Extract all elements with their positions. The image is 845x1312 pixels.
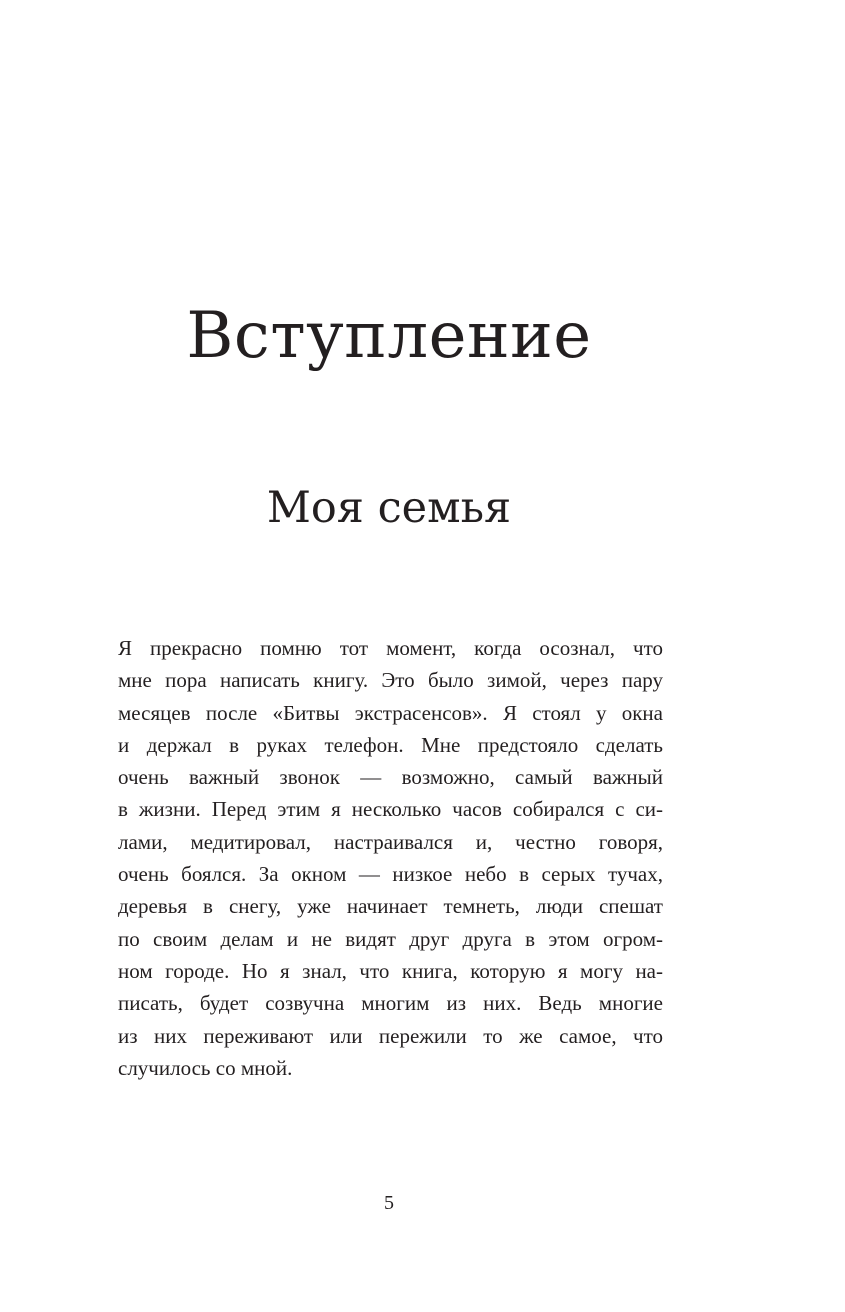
paragraph-line: из них переживают или пережили то же самое, что bbox=[118, 1023, 663, 1048]
paragraph-line: очень боялся. За окном — низкое небо в серых тучах, bbox=[118, 862, 663, 887]
chapter-title: Вступление bbox=[186, 299, 592, 373]
paragraph-line: случилось со мной. bbox=[118, 1055, 293, 1080]
paragraph-line: писать, будет созвучна многим из них. Ведь многие bbox=[118, 991, 663, 1016]
paragraph-line: лами, медитировал, настраивался и, честно говоря, bbox=[118, 829, 663, 854]
paragraph-line: Я прекрасно помню тот момент, когда осознал, что bbox=[118, 636, 663, 660]
paragraph-line: деревья в снегу, уже начинает темнеть, люди спешат bbox=[118, 894, 663, 919]
paragraph-line: по своим делам и не видят друг друга в этом огром- bbox=[118, 926, 663, 951]
page-number: 5 bbox=[384, 1192, 394, 1214]
paragraph-line: очень важный звонок — возможно, самый важный bbox=[118, 765, 663, 790]
section-title: Моя семья bbox=[266, 483, 512, 533]
paragraph-line: месяцев после «Битвы экстрасенсов». Я стоял у окна bbox=[118, 700, 663, 725]
paragraph-line: в жизни. Перед этим я несколько часов собирался с си- bbox=[118, 797, 663, 822]
paragraph-line: и держал в руках телефон. Мне предстояло сделать bbox=[118, 732, 663, 757]
paragraph-line: ном городе. Но я знал, что книга, которую я могу на- bbox=[118, 958, 663, 983]
body-paragraph bbox=[118, 632, 663, 1084]
paragraph-line: мне пора написать книгу. Это было зимой, через пару bbox=[118, 668, 663, 693]
